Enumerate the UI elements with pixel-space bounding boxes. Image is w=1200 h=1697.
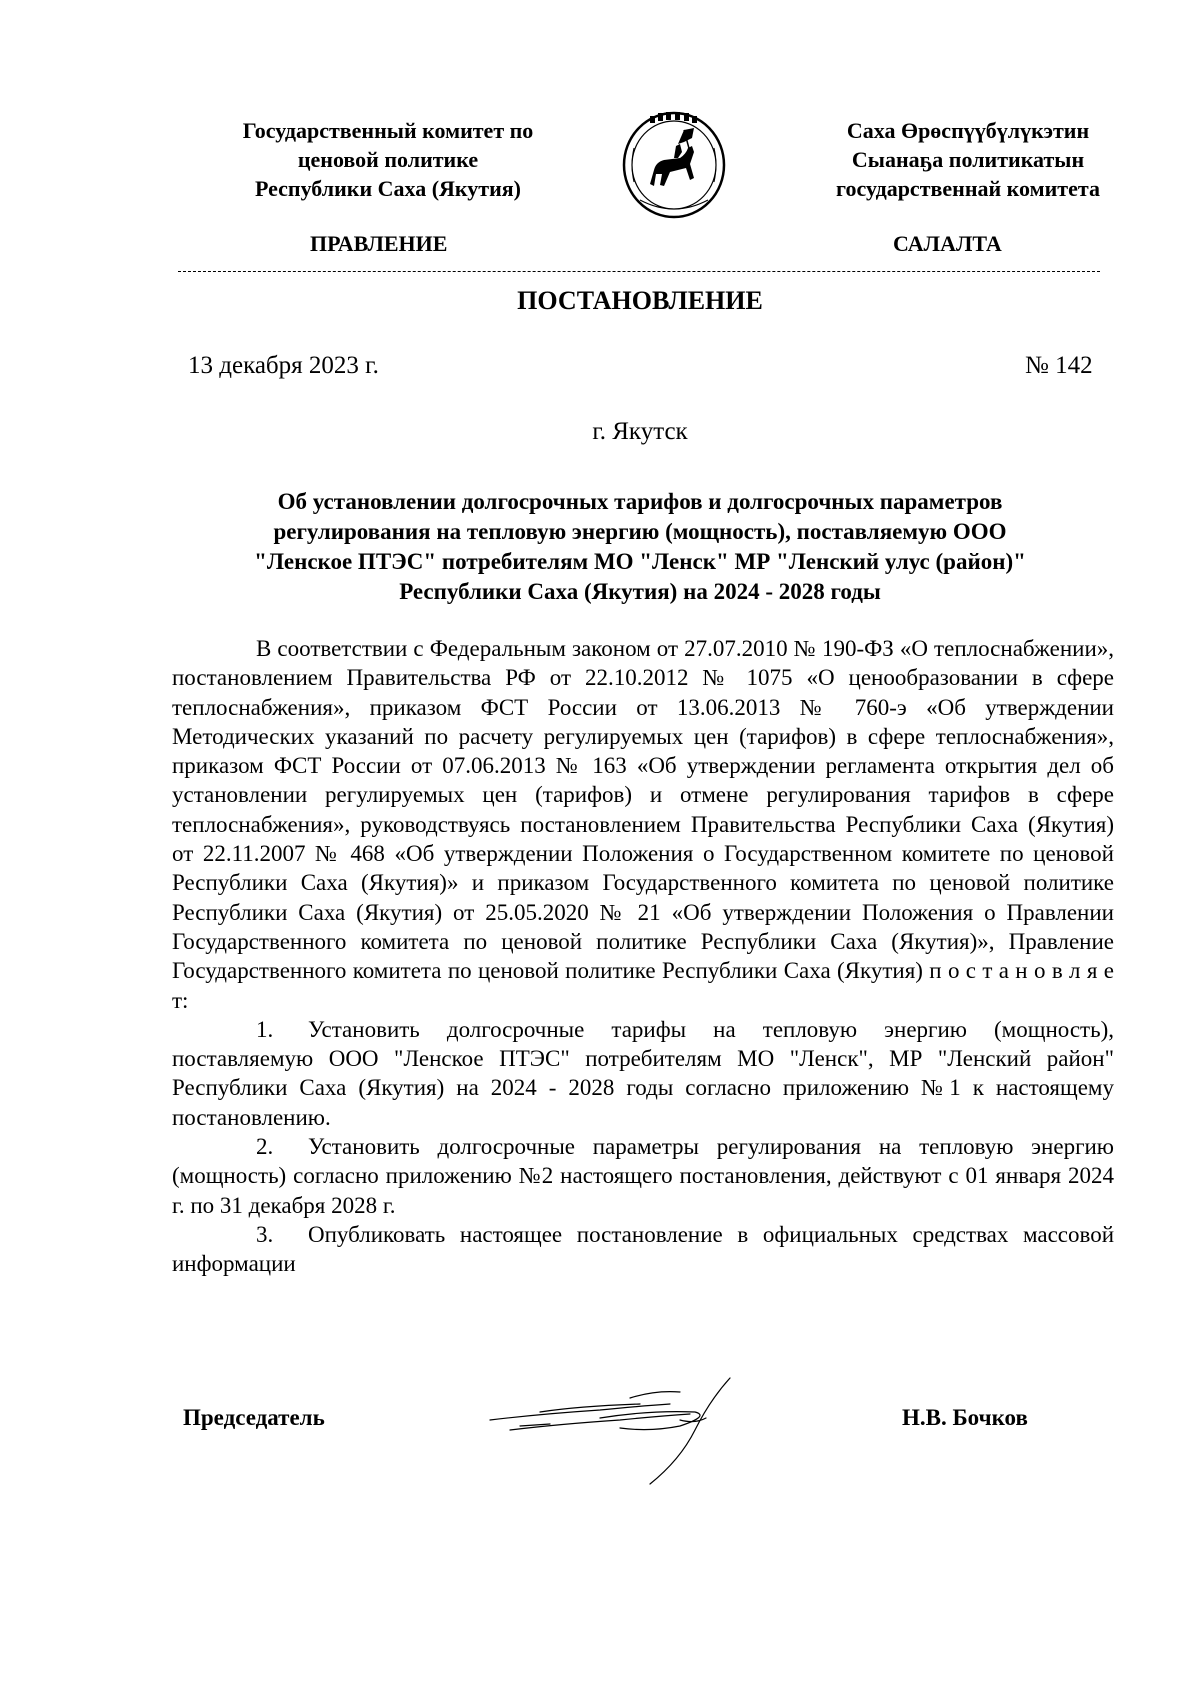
header-left-line: Республики Саха (Якутия) (254, 176, 522, 201)
document-subject (170, 487, 1110, 607)
resolution-item-1 (172, 1015, 1114, 1132)
item-number: 3. (256, 1221, 274, 1247)
header-left-subtitle: ПРАВЛЕНИЕ (310, 231, 448, 256)
subject-line: Республики Саха (Якутия) на 2024 - 2028 годы (399, 579, 881, 604)
item-number: 2. (256, 1134, 274, 1160)
header-right-subtitle: САЛАЛТА (893, 231, 1002, 256)
signatory-name: Н.В. Бочков (902, 1405, 1028, 1430)
header-right-line: Саха Өрөспүүбүлүкэтин (846, 118, 1090, 143)
item-number: 1. (256, 1016, 274, 1042)
header-right-line: Сыанаҕа политикатын (851, 147, 1085, 172)
resolution-item-3 (172, 1220, 1114, 1279)
header-right-line: государственнай комитета (836, 176, 1100, 201)
sakha-coat-of-arms-icon (620, 108, 728, 220)
resolution-item-2 (172, 1132, 1114, 1220)
document-number: № 142 (1025, 352, 1093, 379)
header-divider (178, 271, 1100, 272)
item-text: Установить долгосрочные тарифы на тепловую энергию (мощность), поставляемую ООО "Ленское ПТЭС" потребителям МО "Ленск", МР "Ленский район" Республики Саха (Якутия) на 2024 - 2028 годы согласно приложению №1 к настоящему постановлению. (172, 1016, 1114, 1130)
handwritten-signature-icon (480, 1370, 780, 1490)
header-right-org (788, 116, 1148, 203)
preamble-paragraph: В соответствии с Федеральным законом от 27.07.2010 № 190-ФЗ «О теплоснабжении», постановлением Правительства РФ от 22.10.2012 № 1075 «О ценообразовании в сфере теплоснабжения», приказом ФСТ России от 13.06.2013 № 760-э «Об утверждении Методических указаний по расчету регулируемых цен (тарифов) в сфере теплоснабжения», приказом ФСТ России от 07.06.2013 № 163 «Об утверждении регламента открытия дел об установлении регулируемых цен (тарифов) и отмене регулирования тарифов в сфере теплоснабжения», руководствуясь постановлением Правительства Республики Саха (Якутия) от 22.11.2007 № 468 «Об утверждении Положения о Государственном комитете по ценовой Республики Саха (Якутия)» и приказом Государственного комитета по ценовой политике Республики Саха (Якутия) от 25.05.2020 № 21 «Об утверждении Положения о Правлении Государственного комитета по ценовой политике Республики Саха (Якутия)», Правление Государственного комитета по ценовой политике Республики Саха (Якутия) п о с т а н о в л я е т: (172, 636, 1114, 1013)
document-body (172, 634, 1114, 1279)
header-left-line: Государственный комитет по (242, 118, 534, 143)
item-text: Установить долгосрочные параметры регулирования на тепловую энергию (мощность) согласно приложению №2 настоящего постановления, действуют с 01 января 2024 г. по 31 декабря 2028 г. (172, 1134, 1114, 1218)
document-date: 13 декабря 2023 г. (188, 352, 379, 379)
subject-line: "Ленское ПТЭС" потребителям МО "Ленск" МР "Ленский улус (район)" (254, 549, 1026, 574)
header-left-org (208, 116, 568, 203)
subject-line: Об установлении долгосрочных тарифов и долгосрочных параметров (277, 489, 1003, 514)
header-left-line: ценовой политике (297, 147, 479, 172)
item-text: Опубликовать настоящее постановление в официальных средствах массовой информации (172, 1221, 1114, 1277)
signatory-role: Председатель (183, 1405, 325, 1430)
document-city: г. Якутск (592, 418, 688, 445)
document-title: ПОСТАНОВЛЕНИЕ (517, 286, 763, 315)
subject-line: регулирования на тепловую энергию (мощность), поставляемую ООО (273, 519, 1007, 544)
